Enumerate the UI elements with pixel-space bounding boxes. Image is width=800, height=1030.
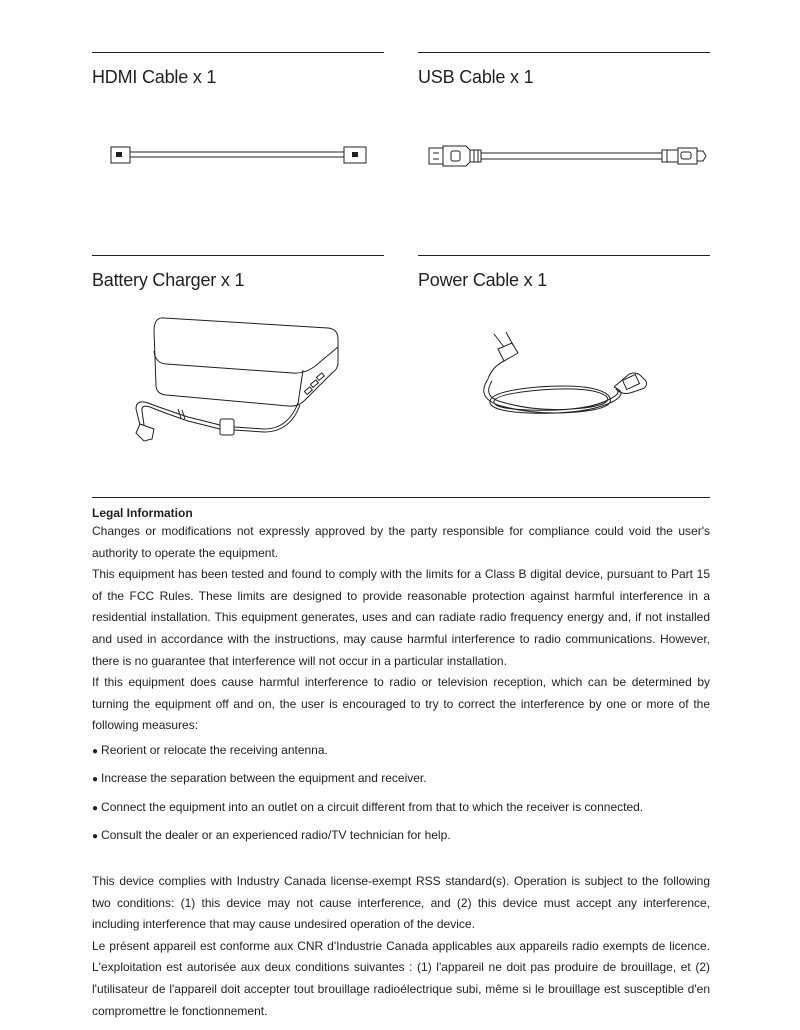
item-power-cable	[418, 255, 710, 291]
legal-paragraph-fcc: This equipment has been tested and found to comply with the limits for a Class B digital device, pursuant to Part 15 of the FCC Rules. These limits are designed to provide reasonable protection against harmful interference in a residential installation. This equipment generates, uses and can radiate radio frequency energy and, if not installed and used in accordance with the instructions, may cause harmful interference to radio communications. However, there is no guarantee that interference will not occur in a particular installation.	[92, 567, 710, 668]
divider	[418, 52, 710, 53]
item-label: USB Cable x 1	[418, 67, 534, 87]
item-battery-charger	[92, 255, 384, 291]
legal-heading: Legal Information	[92, 506, 193, 520]
battery-charger-icon	[92, 311, 384, 461]
legal-paragraph-industry-canada: This device complies with Industry Canada license-exempt RSS standard(s). Operation is subject to the following two conditions: (1) this device may not cause interference, and (2) this device must accept any interference, including interference that may cause undesired operation of the device.	[92, 873, 710, 932]
hdmi-cable-icon	[92, 142, 384, 172]
list-item: ● Connect the equipment into an outlet on a circuit different from that to which the receiver is connected.	[92, 799, 644, 814]
usb-cable-icon	[418, 142, 710, 172]
power-cable-icon	[418, 331, 710, 423]
list-item: ● Consult the dealer or an experienced radio/TV technician for help.	[92, 828, 451, 843]
list-item: ● Reorient or relocate the receiving antenna.	[92, 742, 328, 757]
list-item: ● Increase the separation between the equipment and receiver.	[92, 771, 427, 786]
legal-paragraph-measures: If this equipment does cause harmful interference to radio or television reception, which can be determined by turning the equipment off and on, the user is encouraged to try to correct the interference by one or more of the following measures:	[92, 675, 710, 733]
legal-paragraph-french: Le présent appareil est conforme aux CNR d'Industrie Canada applicables aux appareils radio exempts de licence. L'exploitation est autorisée aux deux conditions suivantes : (1) l'appareil ne doit pas produire de brouillage, et (2) l'utilisateur de l'appareil doit accepter tout brouillage radioélectrique subi, même si le brouillage est susceptible d'en compromettre le fonctionnement.	[92, 938, 710, 1018]
divider	[418, 255, 710, 256]
item-usb-cable	[418, 52, 710, 88]
legal-information-section	[92, 497, 710, 1022]
divider	[92, 255, 384, 256]
legal-paragraph-modifications: Changes or modifications not expressly approved by the party responsible for compliance could void the user's authority to operate the equipment.	[92, 524, 710, 560]
measures-list	[92, 737, 710, 851]
item-label: Power Cable x 1	[418, 270, 548, 290]
divider	[92, 497, 710, 498]
divider	[92, 52, 384, 53]
item-label: HDMI Cable x 1	[92, 67, 217, 87]
item-hdmi-cable	[92, 52, 384, 88]
item-label: Battery Charger x 1	[92, 270, 245, 290]
